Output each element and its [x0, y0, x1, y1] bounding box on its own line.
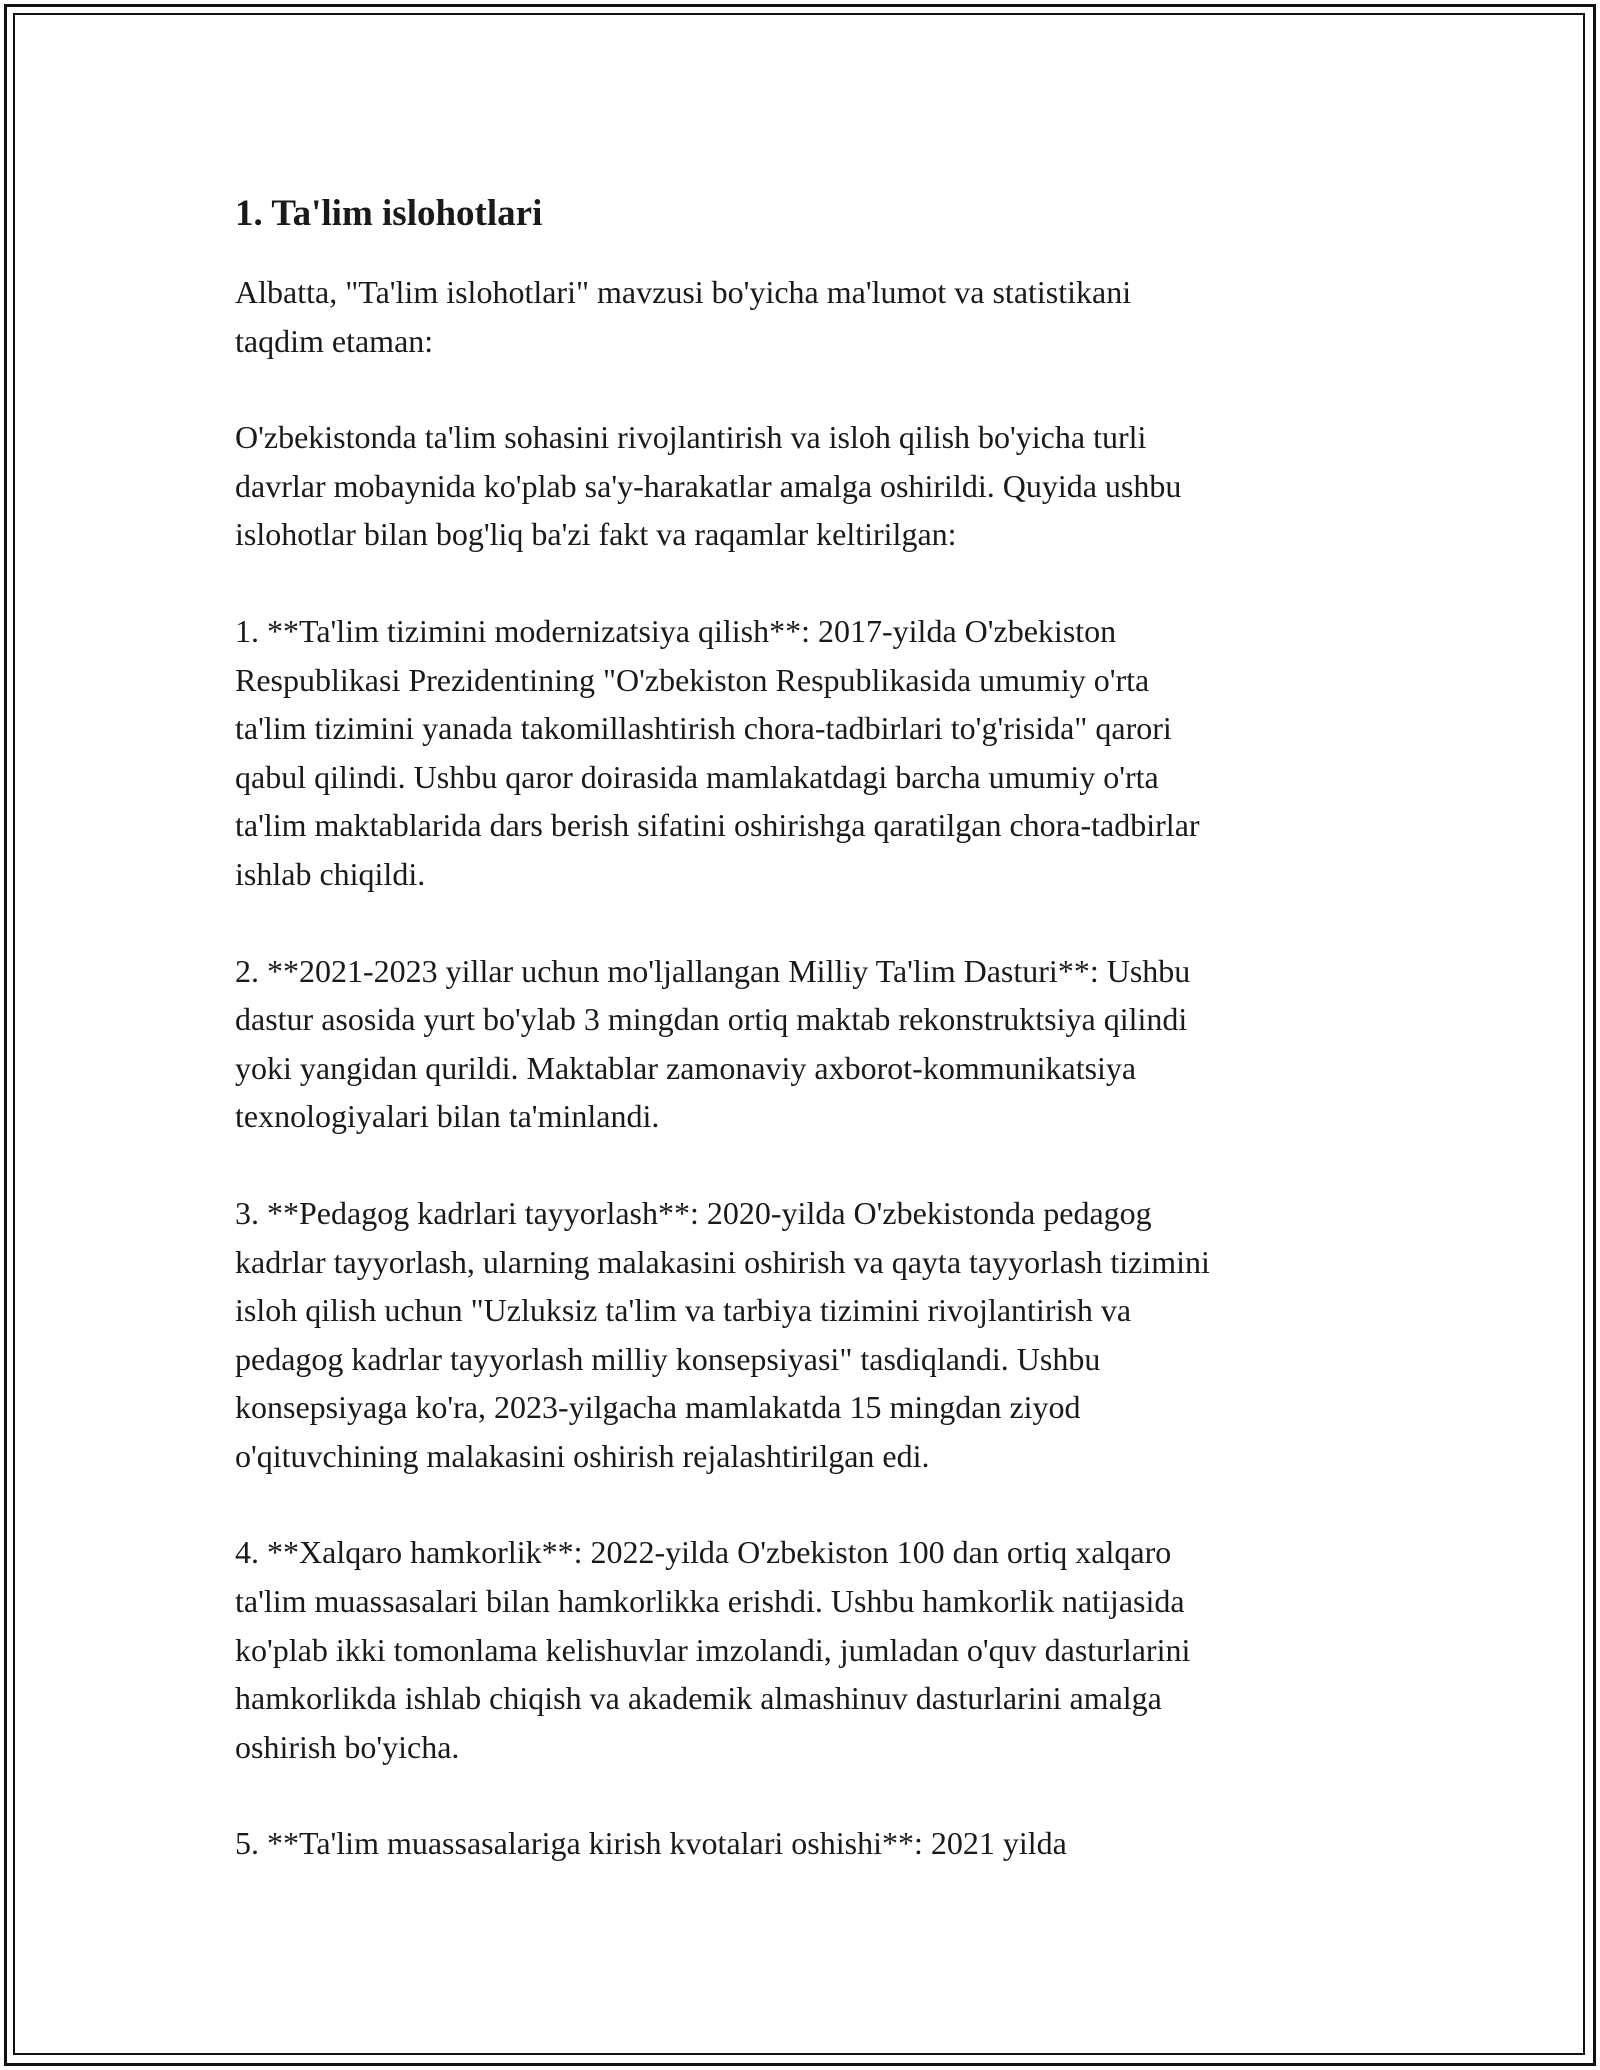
list-item-4: 4. **Xalqaro hamkorlik**: 2022-yilda O'zbekiston 100 dan ortiq xalqaro ta'lim muassasalari bilan hamkorlikka erishdi. Ushbu hamkorlik natijasida ko'plab ikki tomonlama kelishuvlar imzolandi, jumladan o'quv dasturlarini hamkorlikda ishlab chiqish va akademik almashinuv dasturlarini amalga oshirish bo'yicha. — [235, 1534, 1191, 1765]
context-paragraph: O'zbekistonda ta'lim sohasini rivojlantirish va isloh qilish bo'yicha turli davrlar mobaynida ko'plab sa'y-harakatlar amalga oshirildi. Quyida ushbu islohotlar bilan bog'liq ba'zi fakt va raqamlar keltirilgan: — [235, 419, 1182, 553]
list-item-3: 3. **Pedagog kadrlari tayyorlash**: 2020-yilda O'zbekistonda pedagog kadrlar tayyorlash, ularning malakasini oshirish va qayta tayyorlash tizimini isloh qilish uchun "Uzluksiz ta'lim va tarbiya tizimini rivojlantirish va pedagog kadrlar tayyorlash milliy konsepsiyasi" tasdiqlandi. Ushbu konsepsiyaga ko'ra, 2023-yilgacha mamlakatda 15 mingdan ziyod o'qituvchining malakasini oshirish rejalashtirilgan edi. — [235, 1194, 1210, 1474]
list-item-2: 2. **2021-2023 yillar uchun mo'ljallangan Milliy Ta'lim Dasturi**: Ushbu dastur asosida yurt bo'ylab 3 mingdan ortiq maktab rekonstruktsiya qilindi yoki yangidan qurildi. Maktablar zamonaviy axborot-kommunikatsiya texnologiyalari bilan ta'minlandi. — [235, 952, 1191, 1135]
document-title: 1. Ta'lim islohotlari — [235, 193, 543, 234]
document-body — [235, 186, 1365, 1916]
intro-paragraph: Albatta, "Ta'lim islohotlari" mavzusi bo'yicha ma'lumot va statistikani taqdim etaman: — [235, 274, 1132, 359]
list-item-1: 1. **Ta'lim tizimini modernizatsiya qilish**: 2017-yilda O'zbekiston Respublikasi Prezidentining "O'zbekiston Respublikasida umumiy o'rta ta'lim tizimini yanada takomillashtirish chora-tadbirlari to'g'risida" qarori qabul qilindi. Ushbu qaror doirasida mamlakatdagi barcha umumiy o'rta ta'lim maktablarida dars berish sifatini oshirishga qaratilgan chora-tadbirlar ishlab chiqildi. — [235, 612, 1200, 892]
list-item-5: 5. **Ta'lim muassasalariga kirish kvotalari oshishi**: 2021 yilda — [235, 1825, 1067, 1862]
